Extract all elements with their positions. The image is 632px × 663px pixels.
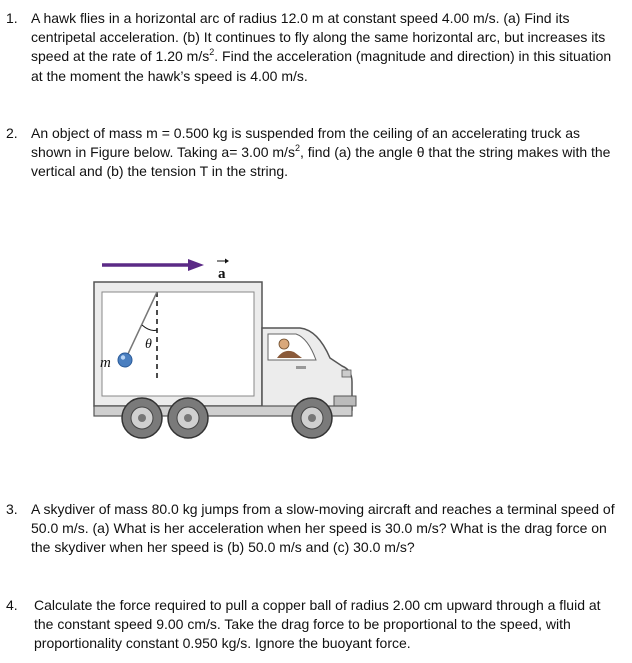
front-wheel bbox=[292, 398, 332, 438]
mass-label: m bbox=[100, 355, 111, 371]
problem-text bbox=[31, 9, 618, 86]
problem-number: 1. bbox=[6, 10, 18, 26]
problem-text-part: An object of mass m = 0.500 kg is suspended from the ceiling of an accelerating truck as shown in Figure below. Taking a= 3.00 m/s bbox=[31, 125, 581, 161]
front-bumper bbox=[334, 396, 356, 406]
headlight bbox=[342, 370, 351, 377]
hanging-ball bbox=[118, 353, 132, 367]
vector-a-text: a bbox=[218, 266, 226, 282]
acceleration-arrowhead bbox=[188, 259, 204, 271]
problem-number: 4. bbox=[6, 597, 18, 613]
rear-wheel bbox=[122, 398, 162, 438]
problem-text: A skydiver of mass 80.0 kg jumps from a slow-moving aircraft and reaches a terminal speed of 50.0 m/s. (a) What is her acceleration when her speed is 30.0 m/s? What is the drag force on the skydiver when her speed is (b) 50.0 m/s and (c) 30.0 m/s? bbox=[31, 501, 615, 556]
ball-highlight bbox=[121, 355, 125, 359]
rear-wheel-2 bbox=[168, 398, 208, 438]
truck-figure bbox=[90, 258, 432, 452]
problem-text-part: , find (a) the angle θ that the string makes with the vertical and (b) the tension T in the string. bbox=[31, 144, 611, 180]
angle-label: θ bbox=[145, 337, 152, 352]
problem-text-part: . Find the acceleration (magnitude and direction) in this situation at the moment the hawk’s speed is 4.00 m/s. bbox=[31, 48, 612, 84]
problem-text-part: A hawk flies in a horizontal arc of radius 12.0 m at constant speed 4.00 m/s. (a) Find its centripetal acceleration. (b) It continues to fly along the same horizontal arc, but increases its speed at the rate of 1.20 m/s bbox=[31, 10, 606, 65]
problem-number: 2. bbox=[6, 125, 18, 141]
problem-text bbox=[31, 124, 618, 182]
cargo-box-inner bbox=[102, 292, 254, 396]
superscript: 2 bbox=[209, 47, 215, 58]
vector-a-label bbox=[217, 259, 229, 283]
problem-number: 3. bbox=[6, 501, 18, 517]
problem-text: Calculate the force required to pull a copper ball of radius 2.00 cm upward through a fluid at the constant speed 9.00 cm/s. Take the drag force to be proportional to the speed, with proportionality constant 0.950 kg/s. Ignore the buoyant force. bbox=[34, 597, 601, 652]
cab-door-handle bbox=[296, 366, 306, 369]
superscript: 2 bbox=[294, 143, 300, 154]
